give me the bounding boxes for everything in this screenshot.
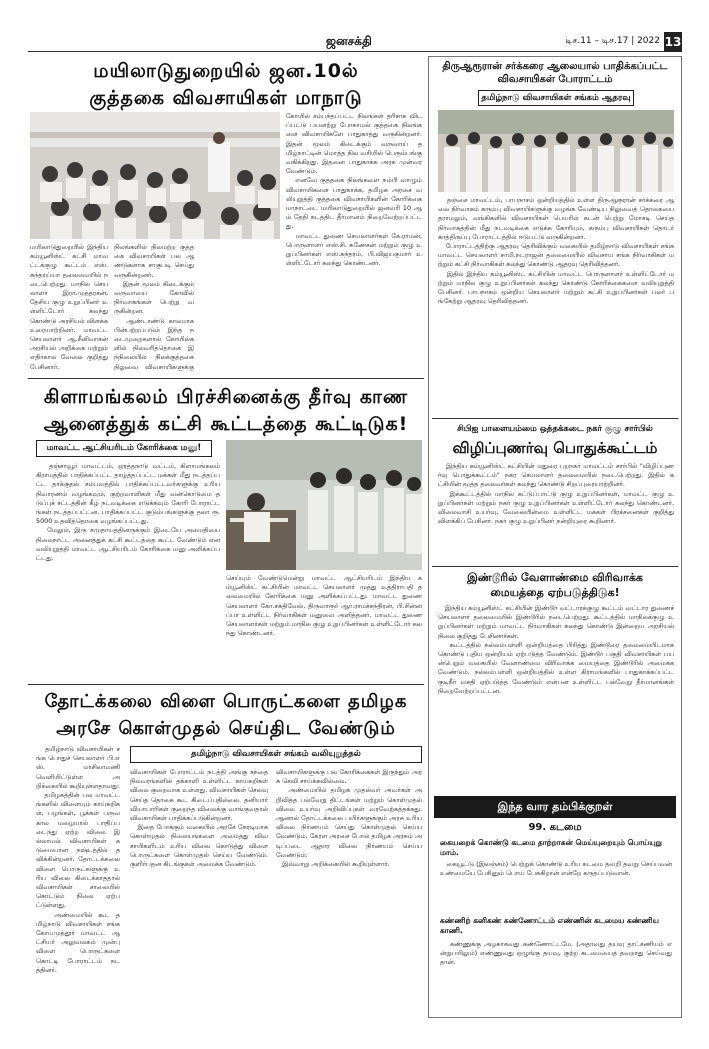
right1-headline: திருஆரூரான் சர்க்கரை ஆலையால் பாதிக்கப்பட்ட விவசாயிகள் போராட்டம் [442,61,668,85]
couplet-gloss2: கண்ணுக்கு அழகாகவது கண்ணோட்டமே. (அதாவது தயவு தாட்சணியம் என்றுபயிலும்) எண்ணுவது ஒழுங்கு தயவு, குற்ற கடமையைத் தவறாது செய்வது தான். [440,940,672,967]
story3-col1: தமிழ்நாடு விவசாயிகள் சங்க பொதுச் செயலாளர் பி.எஸ். மாசிலாமணி வெளியிட்டுள்ள அறிக்கையில் கூறியுள்ளதாவது: தமிழகத்தின் பல மாவட்டங்களில் விளையும் காய்கறிகள், பழங்கள், பூக்கள் பருவகால மழையால் பாதிப்படைந்து ஏற்ற விலை இல்லாமல் விவசாயிகள் கடுமையான நஷ்டத்தில் தவிக்கின்றனர். தோட்டக்கலை விளை பொருட்களுக்கு உரிய விலை கிடைக்காததால் விவசாயிகள் சாலையில் கொட்டும் நிலை ஏற்பட்டுள்ளது. அண்மையில் கூட தமிழ்நாடு விவசாயிகள் சங்க கோயமுத்தூர் மாவட்ட ஆட்சியர் அலுவலகம் முன்பு விளை பொருட்களை கொட்டி போராட்டம் நடத்தினர். [36,745,120,974]
page-number: 13 [664,32,682,52]
story2-headline: கிளாமங்கலம் பிரச்சினைக்கு தீர்வு காண ஆனைத்துக் கட்சி கூட்டத்தை கூட்டிடுக! [43,386,409,435]
story2-subhead: மாவட்ட ஆட்சியரிடம் கோரிக்கை மனு! [36,440,212,457]
story1-col1: மயிலாடுதுறையில் இந்திய கம்யூனிஸ்ட் கட்சி மாவட்டக்குழு கூட்டம் எஸ்.சுந்தரய்யா தலைமையில் நடைபெற்றது. மாநில செயலாளர் இரா.முத்தரசன், தேசிய குழு உறுப்பினர் உள்ளிட்டோர் கலந்து கொண்டு அரசியல் விளக்க உரையாற்றினர். மாவட்ட செயலாளர் ஆ.சீனிவாசன் அரசியல் அறிக்கை மற்றும் எதிர்கால வேலை குறித்து பேசினார். [30,243,108,371]
story3-headline: தோட்க்கலை விளை பொருட்களை தமிழக அரசே கொள்முதல் செய்திட வேண்டும் [44,691,408,739]
story3-col2: விவசாயிகள் போராட்டம் நடத்தி அங்கு சந்தை நிலவரங்களில் தக்காளி உள்ளிட்ட காய்கறிகள் விலை குறைவாக உள்ளது. விவசாயிகள் செலவு செய்த தொகை கூட கிடைப்பதில்லை. தனியார் வியாபாரிகள் குறைந்த விலைக்கு வாங்குவதால் விவசாயிகள் பாதிக்கப்படுகின்றனர். இதை போக்கும் வகையில் அரசே நேரடியாக கொள்முதல் நிலையங்களை அமைத்து விவசாயிகளிடம் உரிய விலை கொடுத்து விளை பொருட்களை கொள்முதல் செய்ய வேண்டும். குளிர்பதன கிடங்குகள் அமைக்க வேண்டும். [130,768,268,869]
right3-body: இந்திய கம்யூனிஸ்ட் கட்சியின் இண்டூர் வட்டாரக்குழு கூட்டம் வட்டார துணைச் செயலாளர் தலைமையில் இண்டூரில் நடைபெற்றது. கூட்டத்தில் மாநிலக்குழு உறுப்பினர்கள் மற்றும் மாவட்ட நிர்வாகிகள் கலந்து கொண்டு இன்றைய அரசியல் நிலை குறித்து பேசினார்கள். கூட்டத்தில் நல்லம்பள்ளி ஒன்றியத்தை பிரித்து இண்டூரை தலைமையிடமாக கொண்டு புதிய ஒன்றியம் ஏற்படுத்த வேண்டும். இண்டூர் பகுதி விவசாயிகள் பயன்பெறும் வகையில் வேளாண்மை விரிவாக்க மையத்தை இண்டூரில் அமைக்க வேண்டும். நல்லம்பள்ளி ஒன்றியத்தில் உள்ள கிராமங்களில் பாதுகாக்கப்பட்ட குடிநீர் வசதி ஏற்படுத்த வேண்டும் என்பன உள்ளிட்ட பல்வேறு தீர்மானங்கள் நிறைவேற்றப்பட்டன. [438,604,674,695]
right2-body: இந்திய கம்யூனிஸ்ட் கட்சியின் மதுரை புறநகர் மாவட்டம் சார்பில் "விழிப்புணர்வு பொதுக்கூட்டம்" நகர செயலாளர் தலைமையில் நடைபெற்றது. இதில் கட்சியின் மூத்த தலைவர்கள் கலந்து கொண்டு சிறப்புரையாற்றினர். இக்கூட்டத்தில் மாநில கட்டுப்பாட்டு குழு உறுப்பினர்கள், மாவட்ட குழு உறுப்பினர்கள் மற்றும் நகர் குழு உறுப்பினர்கள் உள்ளிட்டோர் கலந்து கொண்டனர். விலைவாசி உயர்வு, வேலையின்மை உள்ளிட்ட மக்கள் பிரச்சனைகள் குறித்து விளக்கிப் பேசினர். நகர் குழு உறுப்பினர் நன்றியுரை கூறினார். [438,462,674,526]
right3-headline: இண்டூரில் வேளாண்மை விரிவாக்க மையத்தை ஏற்படுத்திடுக! [467,571,643,599]
couplet-verse1: கையறைக் கொண்டு கடமை தாற்றாகன் மெய்யுறையும் பொய்யுறு மாம். [440,838,662,857]
divider [432,566,678,567]
story1-col2: நிலங்களில் நிலமற்ற குத்தகை விவசாயிகள் பல ஆண்டுகளாக சாகுபடி செய்து வருகின்றனர். இதன் மூலம் கிடைக்கும் வருவாயை கோவில் நிர்வாகங்கள் பெற்று வருகின்றன. ஆண்டாண்டு காலமாக பின்பற்றப்படும் இந்த நடைமுறைகளால் கோயில்களில் நிலவரித்தொகை இந்நிலையில் நிலக்குத்தகை நிலுவை விவசாயிகளுக்கு [114,243,194,371]
right1-subhead: தமிழ்நாடு விவசாயிகள் சங்கம் ஆதரவு [478,90,634,106]
story2-col1: தஞ்சாவூர் மாவட்டம், ஒரத்தநாடு வட்டம், கிளாமங்கலம் கிராமத்தில் பாதிக்கப்பட்ட தாழ்த்தப்பட்ட மக்கள் மீது நடத்தப்பட்ட தாக்குதல் சம்பவத்தில் பாதிக்கப்பட்டவர்களுக்கு உரிய நிவாரணம் வழங்கவும், குற்றவாளிகள் மீது வன்கொடுமை தடுப்புச் சட்டத்தின் கீழ் நடவடிக்கை எடுக்கவும் கோரி போராட்டங்கள் நடத்தப்பட்டன. பாதிக்கப்பட்ட குடும்பங்களுக்கு தலா ரூ.5000 உதவித்தொகை வழங்கப்பட்டது. மேலும், இரு சமுதாயத்தினருக்கும் இடையே அமைதியை நிலைநாட்ட அனைத்துக் கட்சி கூட்டத்தை கூட்ட வேண்டும் என வலியுறுத்தி மாவட்ட ஆட்சியரிடம் கோரிக்கை மனு அளிக்கப்பட்டது. [36,462,220,563]
right1-photo [438,110,674,192]
couplet-gloss1: கையூட்டு (இலஞ்சம்) பெற்றுக் கொண்டு உரிய கடமை தவறி தவறு செய்பவன் உண்மையே பேசினும் பொய் பேசுகிறான் என்றே கருதப்படுவான். [440,860,672,878]
story2-photo [226,440,422,570]
divider [432,418,678,419]
divider [28,684,424,685]
right2-subhead: சிபிஐ பாளையம்மை ஒத்தக்கடை நகர் குழு சார்பில் [457,424,653,434]
couplet-verse2: கண்ணிற் கனிகண் கண்ணோட்டம் எண்ணின் கடமைய கண்ணிய காணி. [440,916,659,935]
story1-col2b [200,243,280,371]
story3-subhead: தமிழ்நாடு விவசாயிகள் சங்கம் வலியுறுத்தல் [130,746,422,763]
paper-name: ஜனசக்தி [326,34,372,48]
page-header [28,34,682,52]
story1-col3: கோயில் சம்பந்தப்பட்ட நிலங்கள் தரிசாக விடப்பட்டு பயனற்று போகாமல் குத்தகை நிலங்களை விவசாயிகளே பாதுகாத்து வருகின்றனர். இதன் மூலம் கிடைக்கும் வருவாய் தமிழ்நாட்டின் மொத்த நில வரியில் பெரும்பங்கு வகிக்கிறது. இதனை பாதுகாக்க அரசு முன்வர வேண்டும். எனவே குத்தகை நிலங்களை நம்பி வாழும் விவசாயிகளை பாதுகாக்க, தமிழக அரசை வலியுறுத்தி குத்தகை விவசாயிகளின் கோரிக்கை மாநாட்டை மயிலாடுதுறையில் ஜனவரி 10 ஆம் தேதி நடத்திட தீர்மானம் நிறைவேற்றப்பட்டது. மாவட்ட துணை செயலாளர்கள் கே.ராமன், பொருளாளர் எஸ்.சி. கணேசன் மற்றும் குழு உறுப்பினர்கள் எஸ்.சுந்தரம், பி.விஜயகுமார் உள்ளிட்டோர் கலந்து கொண்டனர். [286,112,422,268]
story3-col3: விவசாயிகளுக்கு பல கோரிக்கைகள் இருந்தும் அரசு செவி சாய்க்கவில்லை. அண்மையில் தமிழக முதல்வர் அவர்கள் அறிவித்த பல்வேறு திட்டங்கள் மற்றும் கொள்முதல் விலை உயர்வு அறிவிப்புகள் வரவேற்கத்தக்கது. ஆனால் தோட்டக்கலை பயிர்களுக்கும் அரசு உரிய விலை நிர்ணயம் செய்து கொள்முதல் செய்ய வேண்டும். கேரள அரசை போல் தமிழக அரசும் அடிப்படை ஆதார விலை நிர்ணயம் செய்ய வேண்டும். இவ்வாறு அறிக்கையில் கூறியுள்ளார். [276,768,422,869]
story2-col2: செய்யும் வேண்டுமென்று மாவட்ட ஆட்சியரிடம் இந்திய கம்யூனிஸ்ட் கட்சியின் மாவட்ட செயலாளர் முத்து உத்திராபதி தலைமையில் கோரிக்கை மனு அளிக்கப்பட்டது. மாவட்ட துணை செயலாளர் கோ.சக்திவேல், திருவாரூர் ஆர்.ராமச்சந்திரன், பி.சின்னப்பா உள்ளிட்ட நிர்வாகிகள் மனுவை அளித்தனர். மாவட்ட துணை செயலாளர்கள் மற்றும் மாநில குழு உறுப்பினர்கள் உள்ளிட்டோர் கலந்து கொண்டனர். [226,574,422,638]
couplet-chapter: 99. கடமை [528,822,582,833]
right1-body: தஞ்சை மாவட்டம், பாபநாசம் ஒன்றியத்தில் உள்ள திருஆரூரான் சர்க்கரை ஆலை நிர்வாகம் கரும்பு விவசாயிகளுக்கு வழங்க வேண்டிய நிலுவைத் தொகையை தராமலும், வங்கிகளில் விவசாயிகள் பெயரில் கடன் பெற்று மோசடி செய்த நிர்வாகத்தின் மீது நடவடிக்கை எடுக்க கோரியும், கரும்பு விவசாயிகள் தொடர் காத்திருப்பு போராட்டத்தில் ஈடுபட்டு வருகின்றனர். போராட்டத்திற்கு ஆதரவு தெரிவிக்கும் வகையில் தமிழ்நாடு விவசாயிகள் சங்க மாவட்ட செயலாளர் சாமி.நடராஜன் தலைமையில் விவசாய சங்க நிர்வாகிகள் மற்றும் கட்சி நிர்வாகிகள் கலந்து கொண்டு ஆதரவு தெரிவித்தனர். இதில் இந்திய கம்யூனிஸ்ட் கட்சியின் மாவட்ட பொருளாளர் உள்ளிட்டோர் மற்றும் மாநில குழு உறுப்பினர்கள் கலந்து கொண்டு கோரிக்கைகளை வலியுறுத்தி பேசினர். பாபநாசம் ஒன்றிய செயலாளர் மற்றும் கட்சி உறுப்பினர்கள் பலர் பங்கேற்று ஆதரவு தெரிவித்தனர். [438,196,674,306]
right2-headline: விழிப்புணர்வு பொதுக்கூட்டம் [452,439,658,457]
issue-date: டிச.11 – டிச.17 | 2022 [565,36,660,46]
divider [28,378,424,379]
couplet-band: இந்த வார தம்பிக்குறள் [434,796,676,818]
story1-headline: மயிலாடுதுறையில் ஜன.10ல் குத்தகை விவசாயிகள் மாநாடு [89,60,363,109]
story1-photo [30,112,280,239]
